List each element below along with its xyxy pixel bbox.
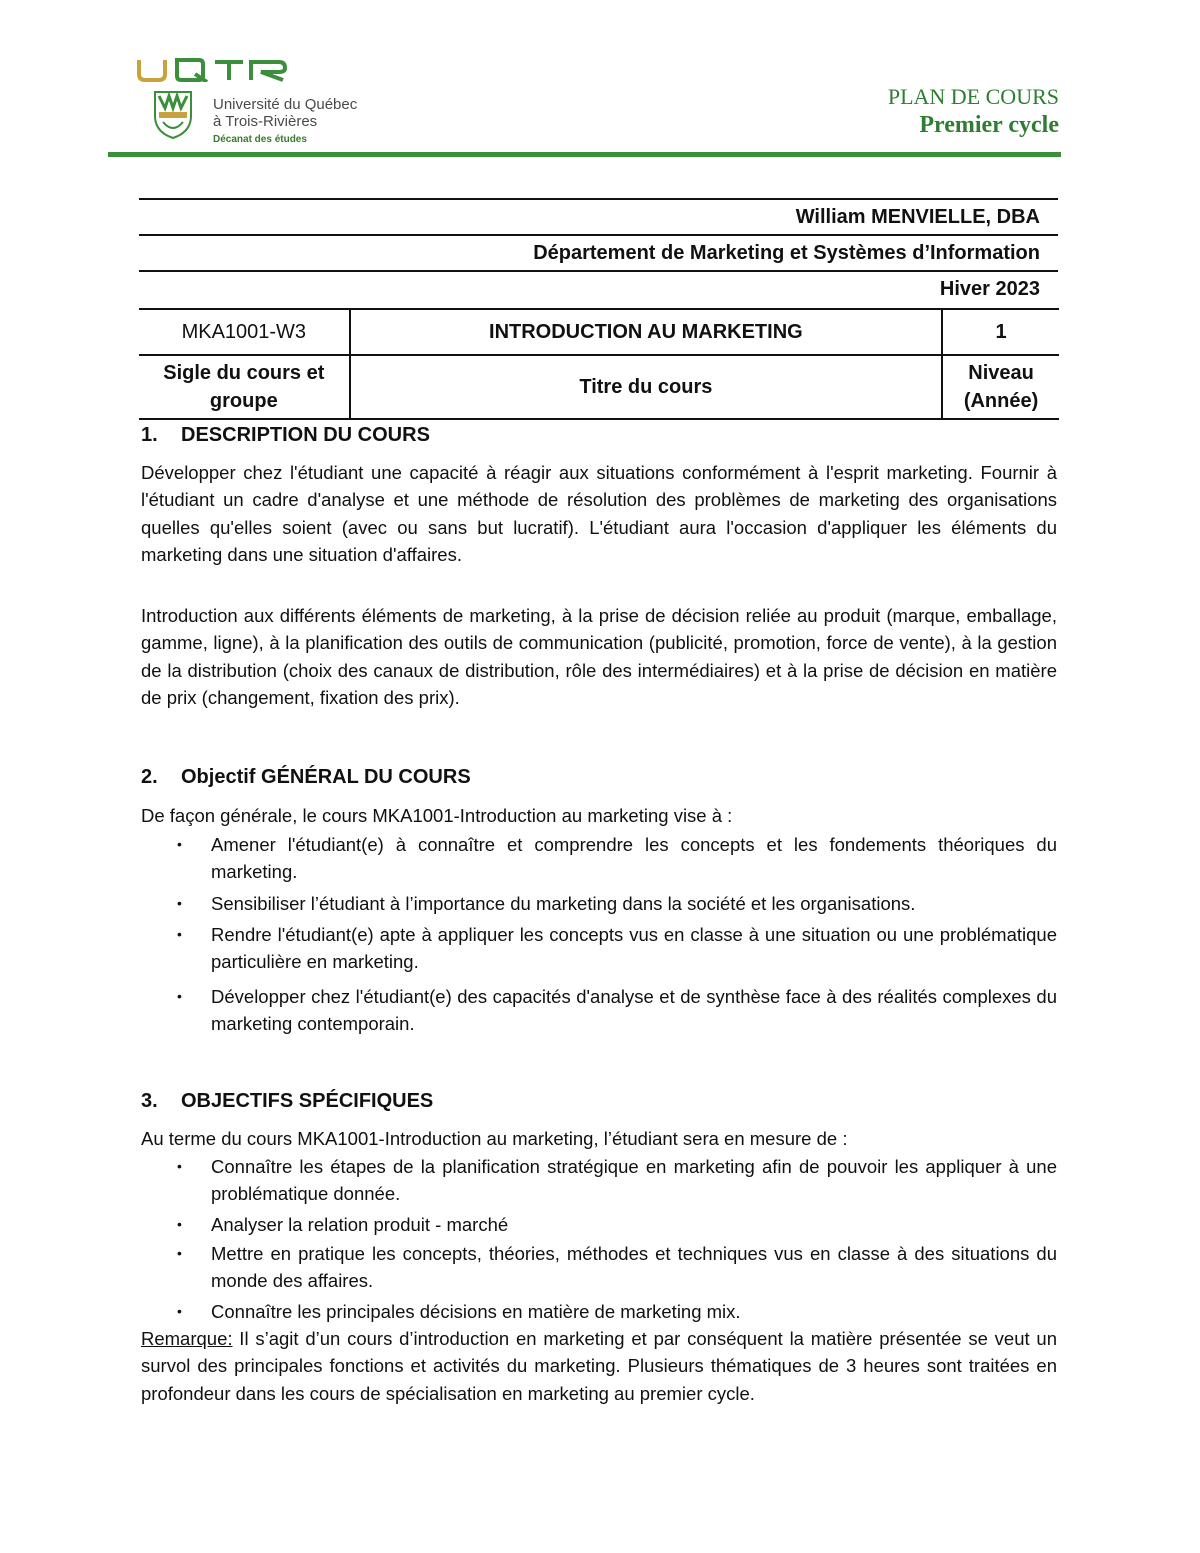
bullet-icon: • [177, 1245, 182, 1261]
header-divider [108, 152, 1061, 157]
section-2-title: Objectif GÉNÉRAL DU COURS [181, 766, 471, 788]
list-item [141, 983, 1057, 1037]
uqtr-logo [137, 58, 377, 150]
section-1-number: 1. [141, 424, 158, 446]
bullet-icon: • [177, 988, 182, 1004]
remark-label: Remarque: [141, 1328, 233, 1349]
section-2-number: 2. [141, 766, 158, 788]
section-3-title: OBJECTIFS SPÉCIFIQUES [181, 1090, 434, 1112]
professor-row [139, 198, 1058, 234]
section-2-intro: De façon générale, le cours MKA1001-Introduction au marketing vise à : [141, 805, 733, 826]
plan-title-block [888, 84, 1059, 140]
plan-subtitle: Premier cycle [919, 112, 1059, 138]
department-row [139, 234, 1058, 270]
list-item [141, 921, 1057, 975]
section-3-intro: Au terme du cours MKA1001-Introduction au marketing, l’étudiant sera en mesure de : [141, 1128, 848, 1149]
course-info-table [139, 308, 1059, 420]
list-item-text: Analyser la relation produit - marché [211, 1214, 509, 1235]
bullet-icon: • [177, 1303, 182, 1319]
section-1-heading [141, 424, 430, 447]
crest-icon [153, 90, 193, 140]
list-item [141, 1240, 1057, 1294]
list-item-text: Développer chez l'étudiant(e) des capacités d'analyse et de synthèse face à des réalités complexes du marketing contemporain. [211, 986, 1057, 1034]
list-item [141, 1211, 1057, 1238]
list-item-text: Rendre l'étudiant(e) apte à appliquer les concepts vus en classe à une situation ou une problématique particulière en marketing. [211, 924, 1057, 972]
list-item [141, 890, 1057, 917]
section-3-number: 3. [141, 1090, 158, 1112]
section-2-heading [141, 766, 471, 789]
bullet-icon: • [177, 926, 182, 942]
section-1-title: DESCRIPTION DU COURS [181, 424, 430, 446]
course-title: INTRODUCTION AU MARKETING [350, 309, 942, 355]
section-3-bullet-list [141, 1153, 1057, 1325]
session-row [139, 270, 1058, 306]
list-item-text: Amener l'étudiant(e) à connaître et comprendre les concepts et les fondements théoriques du marketing. [211, 834, 1057, 882]
course-labels-row [139, 355, 1059, 419]
remark-text: Il s’agit d’un cours d’introduction en marketing et par conséquent la matière présentée se veut un survol des principales fonctions et activités du marketing. Plusieurs thématiques de 3 heures sont traitées en profondeur dans les cours de spécialisation en marketing au premier cycle. [141, 1328, 1057, 1404]
section-3-remark [141, 1325, 1057, 1407]
list-item [141, 1298, 1057, 1325]
bullet-icon: • [177, 1216, 182, 1232]
uqtr-wordmark-logo [137, 58, 289, 82]
professor-name: William MENVIELLE, DBA [795, 206, 1040, 228]
section-2-bullet-list [141, 831, 1057, 1037]
section-1-paragraph-1: Développer chez l'étudiant une capacité à réagir aux situations conformément à l'esprit marketing. Fournir à l'étudiant un cadre d'analyse et une méthode de résolution des problèmes de marketing des organisations quelles qu'elles soient (avec ou sans but lucratif). L'étudiant aura l'occasion d'appliquer les éléments du marketing dans une situation d'affaires. [141, 462, 1057, 565]
university-name-line-2: à Trois-Rivières [213, 113, 318, 130]
course-level-label: Niveau (Année) [942, 355, 1059, 419]
university-name-line-1: Université du Québec [213, 96, 358, 113]
course-level: 1 [942, 309, 1059, 355]
bullet-icon: • [177, 895, 182, 911]
course-code-label: Sigle du cours et groupe [139, 355, 350, 419]
plan-title: PLAN DE COURS [887, 84, 1059, 109]
list-item-text: Connaître les principales décisions en matière de marketing mix. [211, 1301, 741, 1322]
course-title-label: Titre du cours [350, 355, 942, 419]
bullet-icon: • [177, 836, 182, 852]
dean-office-label: Décanat des études [213, 134, 307, 145]
list-item-text: Connaître les étapes de la planification stratégique en marketing afin de pouvoir les appliquer à une problématique donnée. [211, 1156, 1057, 1204]
course-values-row [139, 309, 1059, 355]
section-1-paragraph-2: Introduction aux différents éléments de marketing, à la prise de décision reliée au produit (marque, emballage, gamme, ligne), à la planification des outils de communication (publicité, promotion, force de vente), à la gestion de la distribution (choix des canaux de distribution, rôle des intermédiaires) et à la prise de décision en matière de prix (changement, fixation des prix). [141, 605, 1057, 708]
session-name: Hiver 2023 [939, 278, 1040, 300]
section-3-heading [141, 1090, 433, 1113]
list-item-text: Sensibiliser l’étudiant à l’importance du marketing dans la société et les organisations. [211, 893, 916, 914]
list-item-text: Mettre en pratique les concepts, théories, méthodes et techniques vus en classe à des situations du monde des affaires. [211, 1243, 1057, 1291]
department-name: Département de Marketing et Systèmes d’Information [533, 242, 1040, 264]
list-item [141, 1153, 1057, 1207]
bullet-icon: • [177, 1158, 182, 1174]
list-item [141, 831, 1057, 885]
course-code: MKA1001-W3 [139, 309, 350, 355]
